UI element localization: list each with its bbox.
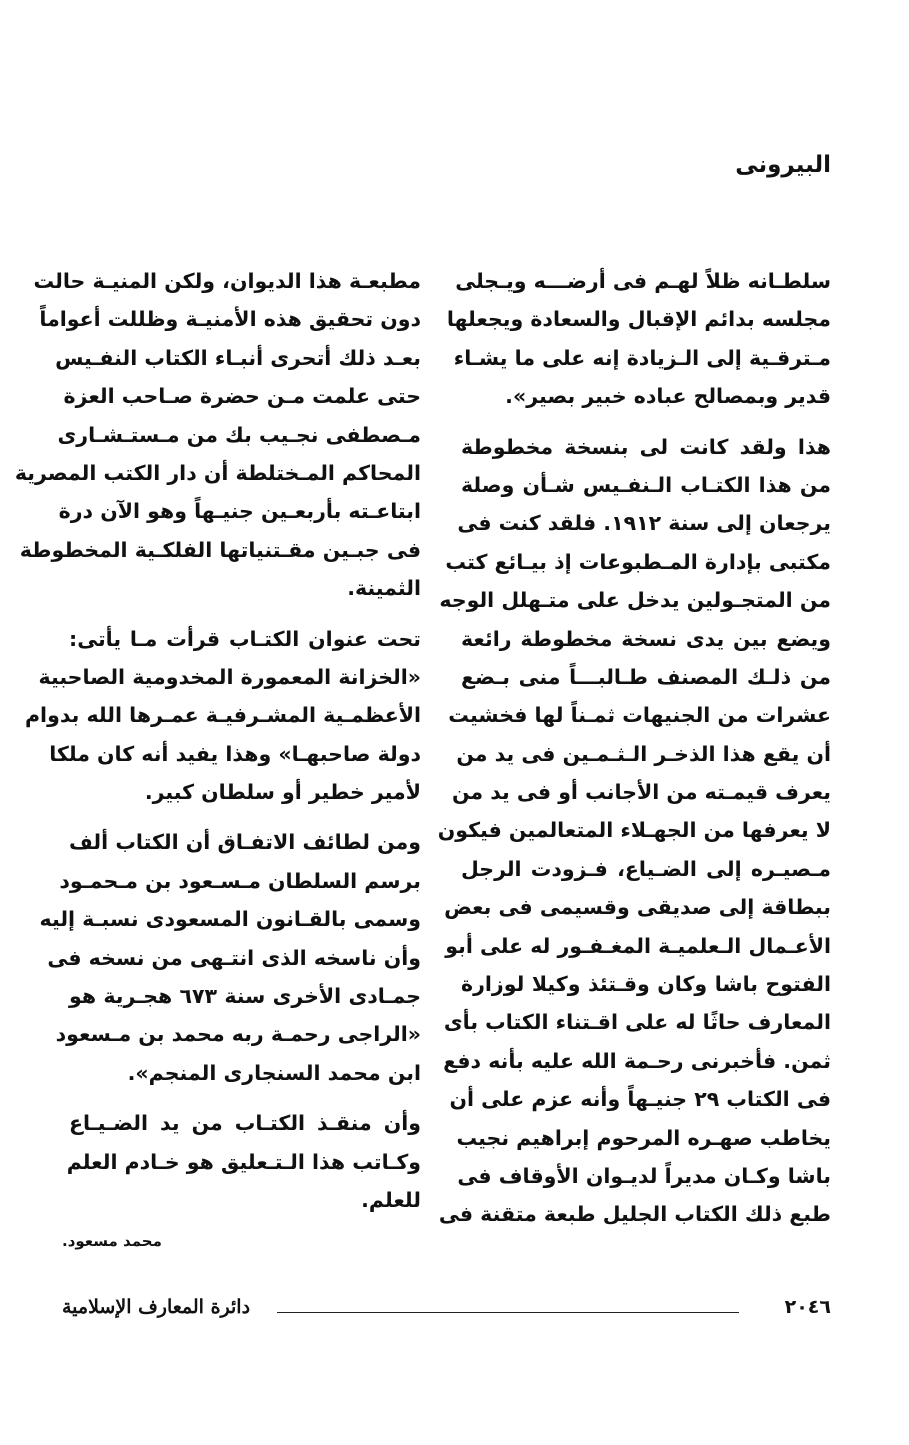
paragraph: [25, 620, 421, 812]
text-line: باشا وكـان مديراً لديـوان الأوقاف فى: [457, 1163, 831, 1188]
text-line: فى جبـين مقـتنياتها الفلكـية المخطوطة: [19, 537, 421, 562]
text-line: مطبعـة هذا الديوان، ولكن المنيـة حالت: [33, 269, 421, 293]
text-line: الثمينة.: [347, 576, 421, 601]
text-line: ابن محمد السنجارى المنجم».: [127, 1060, 421, 1085]
text-line: دون تحقيق هذه الأمنيـة وظللت أعواماً: [39, 307, 421, 332]
text-line: وأن منقـذ الكتـاب من يد الضـيـاع: [69, 1111, 421, 1136]
text-line: أن يقع هذا الذخـر الـثـمـين فى يد من: [456, 741, 831, 766]
text-line: فى الكتاب ٢٩ جنيـهاً وأنه عزم على أن: [449, 1087, 831, 1112]
text-line: لا يعرفها من الجهـلاء المتعالمين فيكون: [437, 818, 831, 843]
text-line: هذا ولقد كانت لى بنسخة مخطوطة: [461, 434, 831, 459]
text-line: المحاكم المـختلطة أن دار الكتب المصرية: [14, 460, 421, 485]
text-line: المعارف حاثًا له على اقـتناء الكتاب بأى: [443, 1010, 831, 1035]
paragraph-gap: [461, 416, 831, 428]
paragraph: [14, 262, 421, 608]
paragraph-gap: [69, 1092, 421, 1104]
text-line: جمـادى الأخرى سنة ٦٧٣ هجـرية هو: [69, 984, 422, 1009]
text-line: تحت عنوان الكتـاب قرأت مـا يأتى:: [69, 626, 421, 651]
text-line: ويضع بين يدى نسخة مخطوطة رائعة: [461, 626, 831, 651]
text-line: حتى علمت مـن حضرة صـاحب العزة: [63, 384, 421, 409]
text-line: مكتبى بإدارة المـطبوعات إذ بيـائع كتب: [445, 549, 831, 574]
paragraph: [437, 428, 831, 1234]
footer-rule: [277, 1312, 739, 1313]
text-line: برسم السلطان مـسـعود بن مـحمـود: [59, 868, 421, 893]
paragraph: [446, 262, 831, 416]
text-line: للعلم.: [361, 1187, 421, 1212]
left-text-column: [14, 262, 422, 1219]
text-line: الأعـمال الـعلميـة المغـفـور له على أبو: [445, 933, 831, 958]
text-line: يعرف قيمـته من الأجانب أو فى يد من: [451, 780, 831, 805]
page-number: ٢٠٤٦: [784, 1296, 831, 1318]
paragraph-gap: [69, 608, 421, 620]
author-signature: محمد مسعود.: [62, 1232, 162, 1250]
text-line: سلطـانه ظلاً لهـم فى أرضـــه ويـجلى: [455, 269, 831, 293]
text-line: «الخزانة المعمورة المخدومية الصاحبية: [38, 664, 421, 689]
text-line: الفتوح باشا وكان وقـتئذ وكيلا لوزارة: [461, 972, 831, 997]
text-line: من ذلـك المصنف طـالبـــاً منى بـضع: [461, 664, 831, 689]
text-line: ثمن. فأخبرنى رحـمة الله عليه بأنه دفع: [443, 1048, 831, 1073]
text-line: مـصطفى نجـيب بك من مـستـشـارى: [57, 422, 421, 447]
text-line: «الراجى رحمـة ربه محمد بن مـسعود: [55, 1022, 421, 1047]
text-line: قدير وبمصالح عباده خبير بصير».: [505, 384, 831, 409]
publication-title: دائرة المعارف الإسلامية: [62, 1296, 251, 1318]
page-header-title: البيرونى: [735, 152, 831, 178]
right-text-column: [437, 262, 831, 1234]
text-line: الأعظمـية المشـرفيـة عمـرها الله بدوام: [25, 703, 421, 728]
text-line: ومن لطائف الاتفـاق أن الكتاب ألف: [69, 830, 421, 855]
paragraph: [66, 1104, 421, 1219]
page-footer: [62, 1296, 831, 1326]
text-line: وأن ناسخه الذى انتـهى من نسخه فى: [47, 945, 421, 970]
text-line: من هذا الكتـاب الـنفـيس شـأن وصلة: [461, 472, 831, 497]
text-line: مـترقـية إلى الـزيادة إنه على ما يشـاء: [453, 345, 831, 370]
text-line: دولة صاحبهـا» وهذا يفيد أنه كان ملكا: [49, 741, 421, 766]
text-line: طبع ذلك الكتاب الجليل طبعة متقنة فى: [438, 1202, 831, 1227]
text-line: يخاطب صهـره المرحوم إبراهيم نجيب: [456, 1125, 831, 1150]
text-line: بعـد ذلك أتحرى أنبـاء الكتاب النفـيس: [55, 345, 421, 370]
text-line: وكـاتب هذا الـتـعليق هو خـادم العلم: [66, 1149, 421, 1174]
text-line: عشرات من الجنيهات ثمـناً لها فخشيت: [448, 703, 831, 728]
text-line: مـصيـره إلى الضـياع، فـزودت الرجل: [461, 856, 831, 881]
text-line: مجلسه بدائم الإقبال والسعادة ويجعلها: [446, 307, 831, 332]
paragraph-gap: [69, 811, 421, 823]
text-line: يرجعان إلى سنة ١٩١٢. فلقد كنت فى: [457, 511, 831, 536]
paragraph: [39, 823, 422, 1092]
text-line: لأمير خطير أو سلطان كبير.: [144, 780, 421, 805]
text-line: من المتجـولين يدخل على متـهلل الوجه: [439, 588, 831, 613]
text-line: ابتاعـته بأربعـين جنيـهاً وهو الآن درة: [58, 499, 421, 524]
text-line: ببطاقة إلى صديقى وقسيمى فى بعض: [444, 895, 831, 920]
text-line: وسمى بالقـانون المسعودى نسبـة إليه: [39, 907, 421, 932]
